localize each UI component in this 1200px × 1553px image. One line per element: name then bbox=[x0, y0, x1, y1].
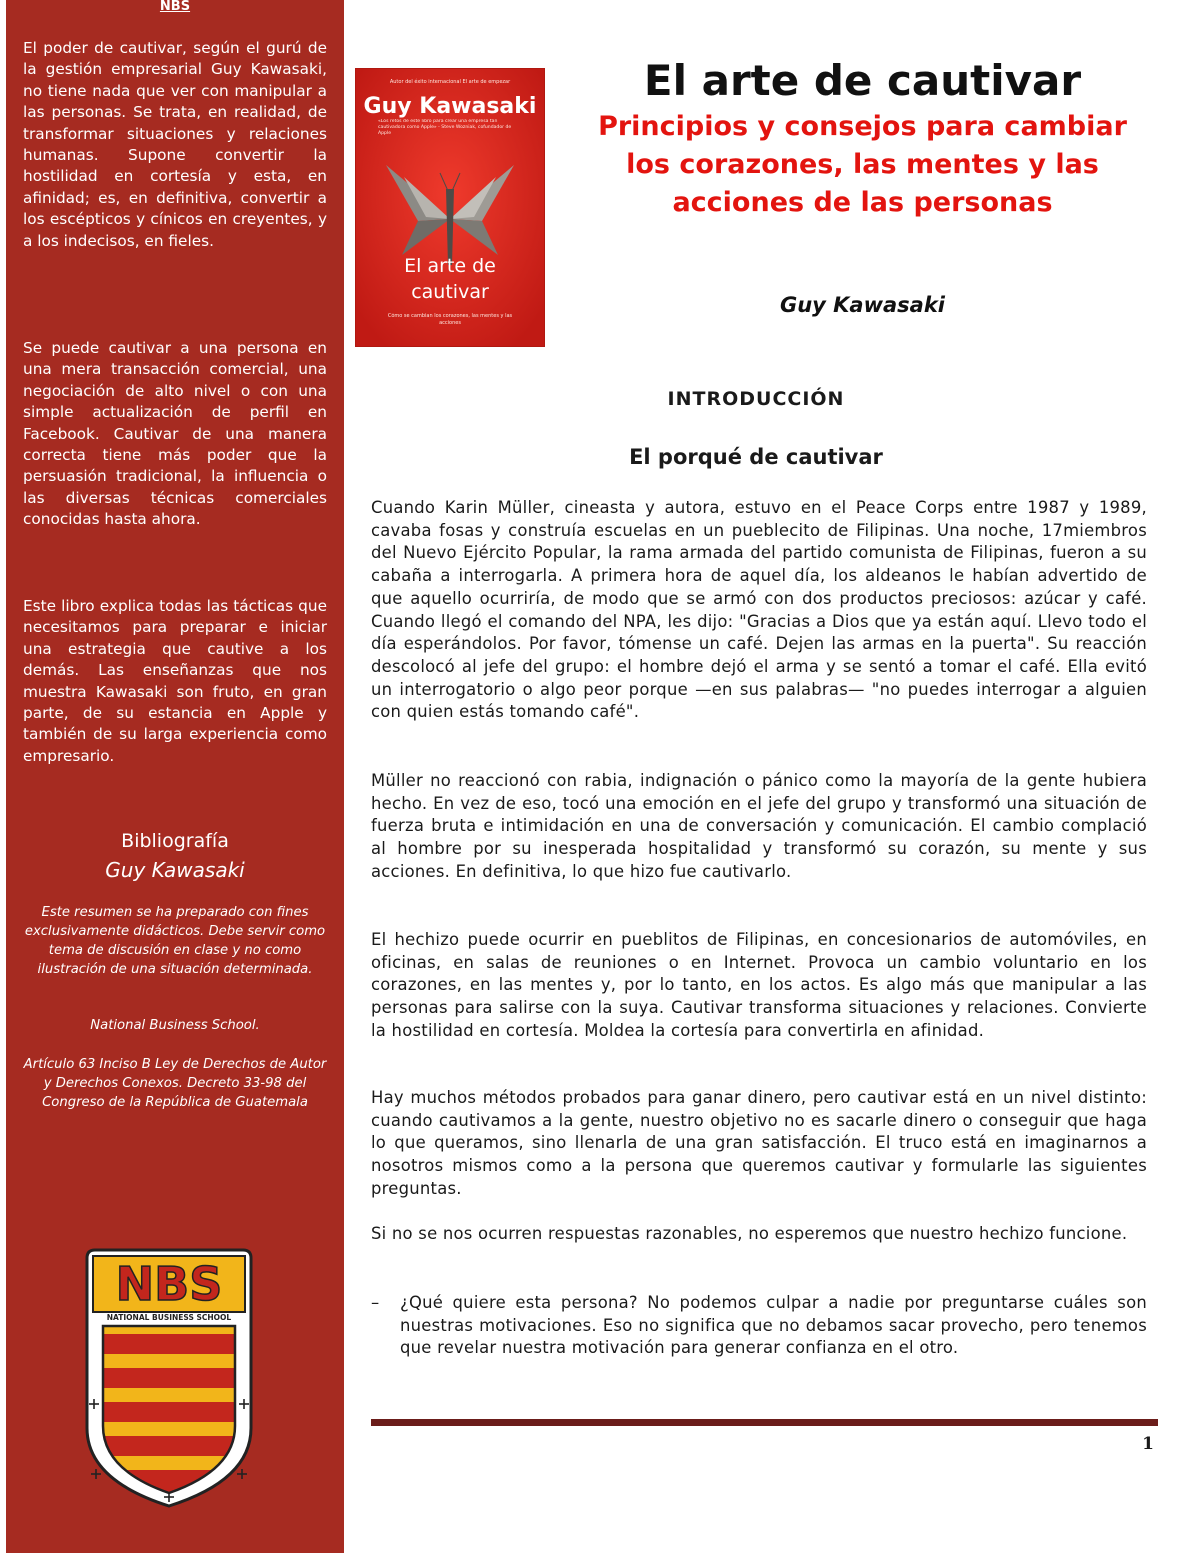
copyright-note: Artículo 63 Inciso B Ley de Derechos de Autor y Derechos Conexos. Decreto 33-98 del Congreso de la República de Guatemala bbox=[23, 1057, 327, 1110]
footer-rule bbox=[371, 1419, 1158, 1426]
school-note: National Business School. bbox=[90, 1018, 260, 1033]
body-paragraph-2: Müller no reaccionó con rabia, indignación o pánico como la mayoría de la gente hubiera hecho. En vez de eso, tocó una emoción en el jefe del grupo y transformó una situación de fuerza bruta e intimidación en una de conversación y comunicación. El cambio complació al hombre por su inesperada hospitalidad y transformó su corazón, su mente y sus acciones. En definitiva, lo que hizo fue cautivarlo. bbox=[371, 771, 1147, 881]
sidebar-paragraph-3: Este libro explica todas las tácticas que necesitamos para preparar e iniciar una estrategia que cautive a los demás. Las enseñanzas que nos muestra Kawasaki son fruto, en gran parte, de su estancia en Apple y también de su larga experiencia como empresario. bbox=[23, 597, 327, 765]
cover-quote: «Los retos de este libro para crear una empresa tan cautivadora como Apple» - Steve Wozniak, cofundador de Apple bbox=[378, 119, 512, 136]
document-subtitle: Principios y consejos para cambiar los corazones, las mentes y las acciones de las personas bbox=[598, 111, 1127, 218]
bullet-marker: – bbox=[371, 1293, 380, 1312]
body-paragraph-5: Si no se nos ocurren respuestas razonables, no esperemos que nuestro hechizo funcione. bbox=[371, 1224, 1128, 1243]
bibliography-heading: Bibliografía bbox=[121, 830, 229, 852]
cover-title: El arte de cautivar bbox=[404, 255, 496, 303]
book-cover bbox=[355, 68, 545, 347]
book-cover-art bbox=[356, 69, 544, 346]
cover-top-line: Autor del éxito internacional El arte de empezar bbox=[389, 79, 511, 85]
document-author: Guy Kawasaki bbox=[779, 293, 946, 317]
body-paragraph-4: Hay muchos métodos probados para ganar dinero, pero cautivar está en un nivel distinto: cuando cautivamos a la gente, nuestro objetivo no es sacarle dinero o conseguir que haga lo que queramos, sino llenarla de una gran satisfacción. El truco está en imaginarnos a nosotros mismos como a la persona que queremos cautivar y formularle las siguientes preguntas. bbox=[371, 1088, 1147, 1198]
bullet-text: ¿Qué quiere esta persona? No podemos culpar a nadie por preguntarse cuáles son nuestras motivaciones. Eso no significa que no debamos sacar provecho, pero tenemos que revelar nuestra motivación para generar confianza en el otro. bbox=[400, 1293, 1147, 1358]
nbs-emblem bbox=[81, 1248, 257, 1510]
cover-subtitle: Cómo se cambian los corazones, las mentes y las acciones bbox=[387, 313, 513, 326]
document-title: El arte de cautivar bbox=[643, 56, 1082, 105]
bibliography-author: Guy Kawasaki bbox=[105, 858, 245, 882]
disclaimer-note: Este resumen se ha preparado con fines exclusivamente didácticos. Debe servir como tema de discusión en clase y no como ilustración de una situación determinada. bbox=[24, 905, 326, 977]
body-paragraph-1: Cuando Karin Müller, cineasta y autora, estuvo en el Peace Corps entre 1987 y 1989, cavaba fosas y construía escuelas en un pueblecito de Filipinas. Una noche, 17miembros del Nuevo Ejército Popular, la rama armada del partido comunista de Filipinas, fueron a su cabaña a interrogarla. A primera hora de aquel día, los aldeanos le habían advertido de que aquello ocurriría, de modo que se armó con dos productos preciosos: azúcar y café. Cuando llegó el comando del NPA, les dijo: "Gracias a Dios que ya están aquí. Llevo todo el día esperándolos. Por favor, tómense un café. Dejen las armas en la puerta". Su reacción descolocó al jefe del grupo: el hombre dejó el arma y se sentó a tomar el café. Ella evitó un interrogatorio o algo peor porque —en sus palabras— "no puedes interrogar a alguien con quien estás tomando café". bbox=[371, 498, 1147, 722]
section-heading: INTRODUCCIÓN bbox=[667, 388, 845, 410]
cover-author: Guy Kawasaki bbox=[363, 94, 537, 119]
sidebar-paragraph-1: El poder de cautivar, según el gurú de la gestión empresarial Guy Kawasaki, no tiene nada que ver con manipular a las personas. Se trata, en realidad, de transformar situaciones y relaciones humanas. Supone convertir la hostilidad en cortesía y esta, en afinidad; es, en definitiva, convertir a los escépticos y cínicos en creyentes, y a los indecisos, en fieles. bbox=[23, 39, 327, 250]
sidebar-top-label: NBS bbox=[159, 0, 191, 14]
sidebar bbox=[6, 0, 344, 1553]
sidebar-paragraph-2: Se puede cautivar a una persona en una mera transacción comercial, una negociación de alto nivel o con una simple actualización de perfil en Facebook. Cautivar de una manera correcta tiene más poder que la persuasión tradicional, la influencia o las diversas técnicas comerciales conocidas hasta ahora. bbox=[23, 339, 327, 529]
section-subheading: El porqué de cautivar bbox=[629, 445, 883, 469]
page-number: 1 bbox=[1142, 1434, 1154, 1454]
emblem-logo-text: NBS bbox=[115, 1257, 223, 1311]
body-paragraph-3: El hechizo puede ocurrir en pueblitos de Filipinas, en concesionarios de automóviles, en oficinas, en salas de reuniones o en Internet. Provoca un cambio voluntario en los corazones, en las mentes y, por lo tanto, en los actos. Es algo más que manipular a las personas para salirse con la suya. Cautivar transforma situaciones y relaciones. Convierte la hostilidad en cortesía. Moldea la cortesía para convertirla en afinidad. bbox=[371, 930, 1147, 1040]
bullet-item bbox=[371, 1292, 1147, 1360]
emblem-school-name: NATIONAL BUSINESS SCHOOL bbox=[106, 1313, 232, 1322]
